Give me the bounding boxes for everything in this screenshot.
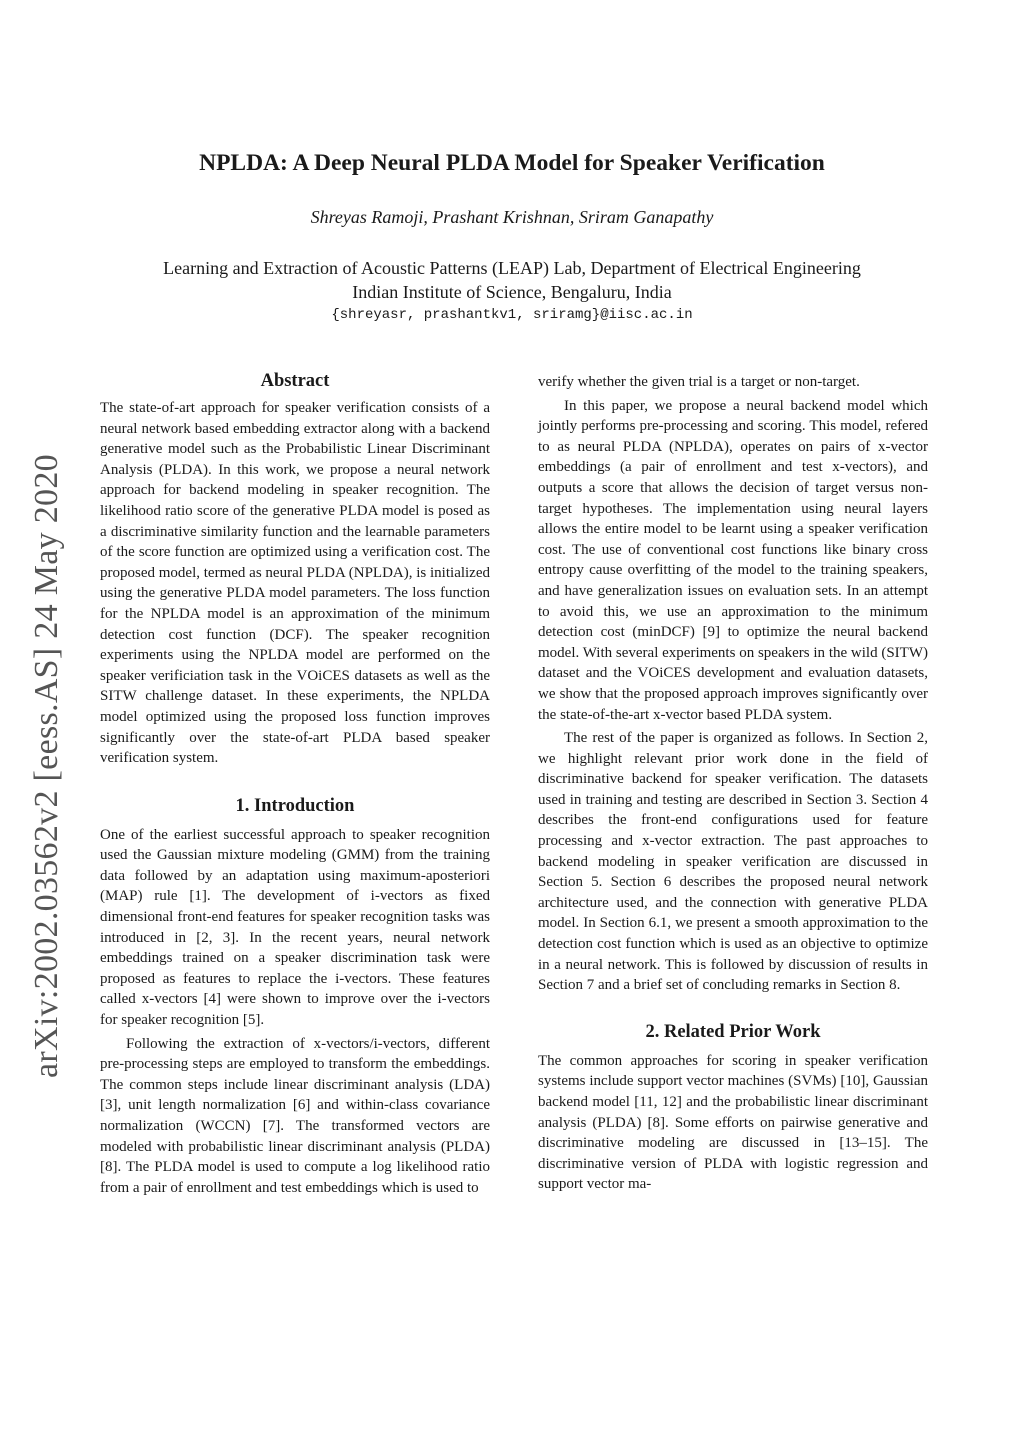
intro-paragraph-3: In this paper, we propose a neural backend model which jointly performs pre-processing and scoring. This model, refered to as neural PLDA (NPLDA), operates on pairs of x-vector embeddings (a pair of enrollment and test x-vectors), and outputs a score that allows the decision of target versus non-target hypotheses. The implementation using neural layers allows the entire model to be learnt using a speaker verification cost. The use of conventional cost functions like binary cross entropy cause overfitting of the model to the training speakers, and have generalization issues on evaluation sets. In an attempt to avoid this, we use an approximation to the minimum detection cost (minDCF) [9] to optimize the neural backend model. With several experiments on speakers in the wild (SITW) dataset and the VOiCES development and evaluation datasets, we show that the proposed approach improves significantly over the state-of-the-art x-vector based PLDA system. [538, 397, 928, 723]
intro-paragraph-1: One of the earliest successful approach to speaker recognition used the Gaussian mixture modeling (GMM) from the training data followed by an adaptation using maximum-aposteriori (MAP) rule [1]. The development of i-vectors as fixed dimensional front-end features for speaker recognition tasks was introduced in [2, 3]. In the recent years, neural network embeddings trained on a speaker discrimination task were proposed as features to replace the i-vectors. These features called x-vectors [4] were shown to improve over the i-vectors for speaker recognition [5]. [100, 826, 490, 1029]
intro-paragraph-2-continued: verify whether the given trial is a target or non-target. [538, 374, 860, 390]
right-column [538, 372, 928, 1195]
abstract-text: The state-of-art approach for speaker verification consists of a neural network based embedding extractor along with a backend generative model such as the Probabilistic Linear Discriminant Analysis (PLDA). In this work, we propose a neural network approach for backend modeling in speaker recognition. The likelihood ratio score of the generative PLDA model is posed as a discriminative similarity function and the learnable parameters of the score function are optimized using a verification cost. The proposed model, termed as neural PLDA (NPLDA), is initialized using the generative PLDA model parameters. The loss function for the NPLDA model is an approximation of the minimum detection cost function (DCF). The speaker recognition experiments using the NPLDA model are performed on the speaker verificiation task in the VOiCES datasets as well as the SITW challenge dataset. In these experiments, the NPLDA model optimized using the proposed loss function improves significantly over the state-of-art PLDA based speaker verification system. [100, 400, 490, 767]
left-column [100, 368, 490, 1198]
affiliation-line-2: Indian Institute of Science, Bengaluru, India [352, 282, 672, 302]
abstract-heading: Abstract [260, 371, 330, 391]
affiliation [0, 256, 1024, 304]
introduction-heading: 1. Introduction [235, 795, 355, 816]
intro-paragraph-2: Following the extraction of x-vectors/i-vectors, different pre-processing steps are employed to transform the embeddings. The common steps include linear discriminant analysis (LDA) [3], unit length normalization [6] and within-class covariance normalization (WCCN) [7]. The transformed vectors are modeled with probabilistic linear discriminant analysis (PLDA) [8]. The PLDA model is used to compute a log likelihood ratio from a pair of enrollment and test embeddings which is used to [100, 1035, 490, 1196]
paper-title: NPLDA: A Deep Neural PLDA Model for Speaker Verification [199, 150, 825, 176]
intro-paragraph-4: The rest of the paper is organized as follows. In Section 2, we highlight relevant prior work done in the field of discriminative backend for speaker verification. The datasets used in training and testing are described in Section 3. Section 4 describes the front-end configurations used for feature processing and x-vector extraction. The past approaches to backend modeling in speaker verification are discussed in Section 5. Section 6 describes the proposed neural network architecture used, and the connection with generative PLDA model. In Section 6.1, we present a smooth approximation to the detection cost function which is used as an objective to optimize in a neural network. This is followed by discussion of results in Section 7 and a brief set of concluding remarks in Section 8. [538, 730, 928, 994]
arxiv-side-stamp: arXiv:2002.03562v2 [eess.AS] 24 May 2020 [28, 454, 65, 1078]
affiliation-line-1: Learning and Extraction of Acoustic Patterns (LEAP) Lab, Department of Electrical Engineering [163, 258, 861, 278]
related-work-heading: 2. Related Prior Work [645, 1021, 821, 1042]
author-emails: {shreyasr, prashantkv1, sriramg}@iisc.ac.in [331, 307, 693, 323]
author-list: Shreyas Ramoji, Prashant Krishnan, Sriram Ganapathy [310, 207, 714, 227]
related-paragraph-1: The common approaches for scoring in speaker verification systems include support vector machines (SVMs) [10], Gaussian backend model [11, 12] and the probabilistic linear discriminant analysis (PLDA) [8]. Some efforts on pairwise generative and discriminative modeling are discussed in [13–15]. The discriminative version of PLDA with logistic regression and support vector ma- [538, 1052, 928, 1193]
